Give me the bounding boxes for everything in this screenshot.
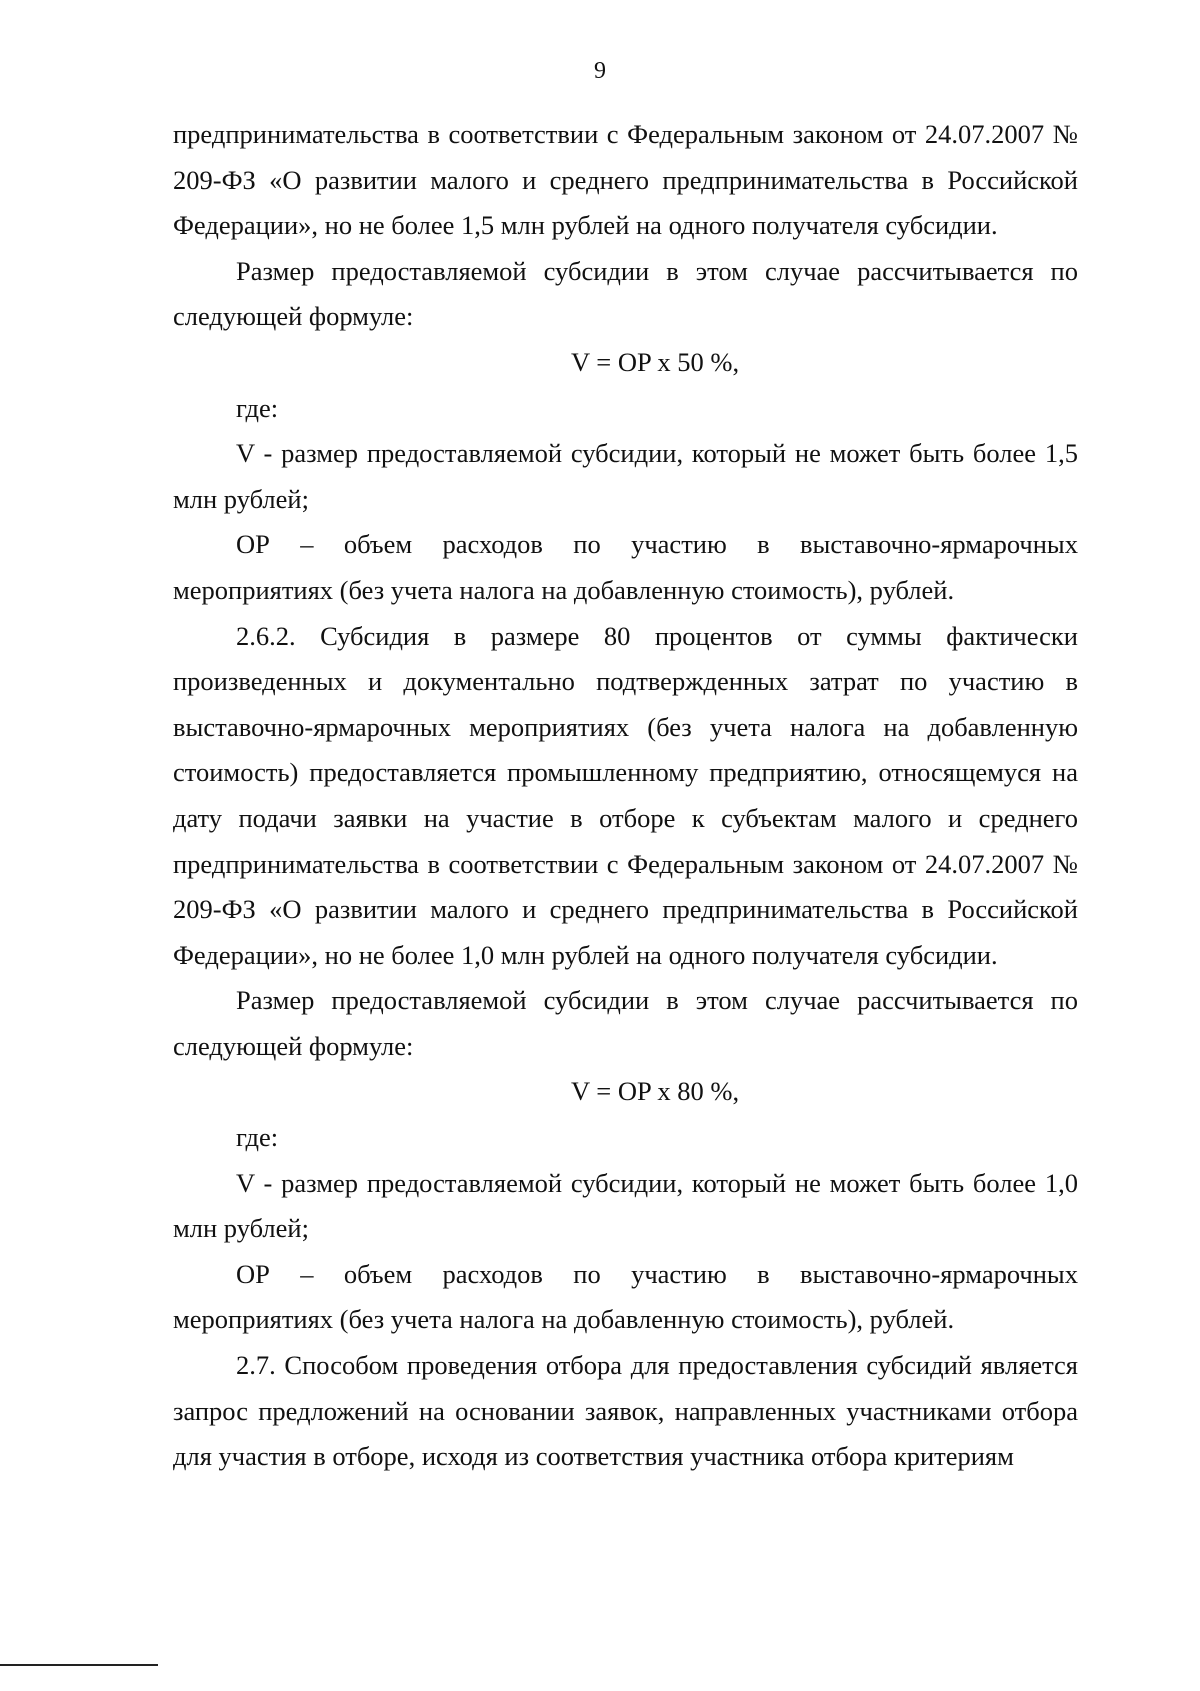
paragraph-where: где: — [236, 392, 279, 423]
formula-80-percent: V = OP x 80 %, — [571, 1076, 740, 1107]
footnote-divider — [0, 1664, 158, 1666]
formula-50-percent: V = OP x 50 %, — [571, 346, 740, 377]
paragraph-formula-intro: Размер предоставляемой субсидии в этом случае рассчитывается по следующей формуле: — [173, 255, 1078, 332]
paragraph-2-7: 2.7. Способом проведения отбора для предоставления субсидий является запрос предложений на основании заявок, направленных участниками отбора для участия в отборе, исходя из соответствия участника отбора критериям — [173, 1350, 1078, 1472]
paragraph-where: где: — [236, 1122, 279, 1153]
paragraph-continuation: предпринимательства в соответствии с Федеральным законом от 24.07.2007 № 209-ФЗ «О развитии малого и среднего предпринимательства в Российской Федерации», но не более 1,5 млн рублей на одного получателя субсидии. — [173, 119, 1078, 241]
paragraph-formula-intro: Размер предоставляемой субсидии в этом случае рассчитывается по следующей формуле: — [173, 985, 1078, 1061]
document-body — [173, 112, 1078, 1480]
paragraph-2-6-2: 2.6.2. Субсидия в размере 80 процентов от суммы фактически произведенных и документально подтвержденных затрат по участию в выставочно-ярмарочных мероприятиях (без учета налога на добавленную стоимость) предоставляется промышленному предприятию, относящемуся на дату подачи заявки на участие в отборе к субъектам малого и среднего предпринимательства в соответствии с Федеральным законом от 24.07.2007 № 209-ФЗ «О развитии малого и среднего предпринимательства в Российской Федерации», но не более 1,0 млн рублей на одного получателя субсидии. — [173, 620, 1078, 970]
page-number: 9 — [594, 58, 606, 84]
definition-v: V - размер предоставляемой субсидии, который не может быть более 1,0 млн рублей; — [173, 1167, 1078, 1244]
definition-op: ОР – объем расходов по участию в выставочно-ярмарочных мероприятиях (без учета налога на добавленную стоимость), рублей. — [173, 529, 1078, 605]
definition-op: ОР – объем расходов по участию в выставочно-ярмарочных мероприятиях (без учета налога на добавленную стоимость), рублей. — [173, 1258, 1078, 1335]
definition-v: V - размер предоставляемой субсидии, который не может быть более 1,5 млн рублей; — [173, 438, 1078, 514]
